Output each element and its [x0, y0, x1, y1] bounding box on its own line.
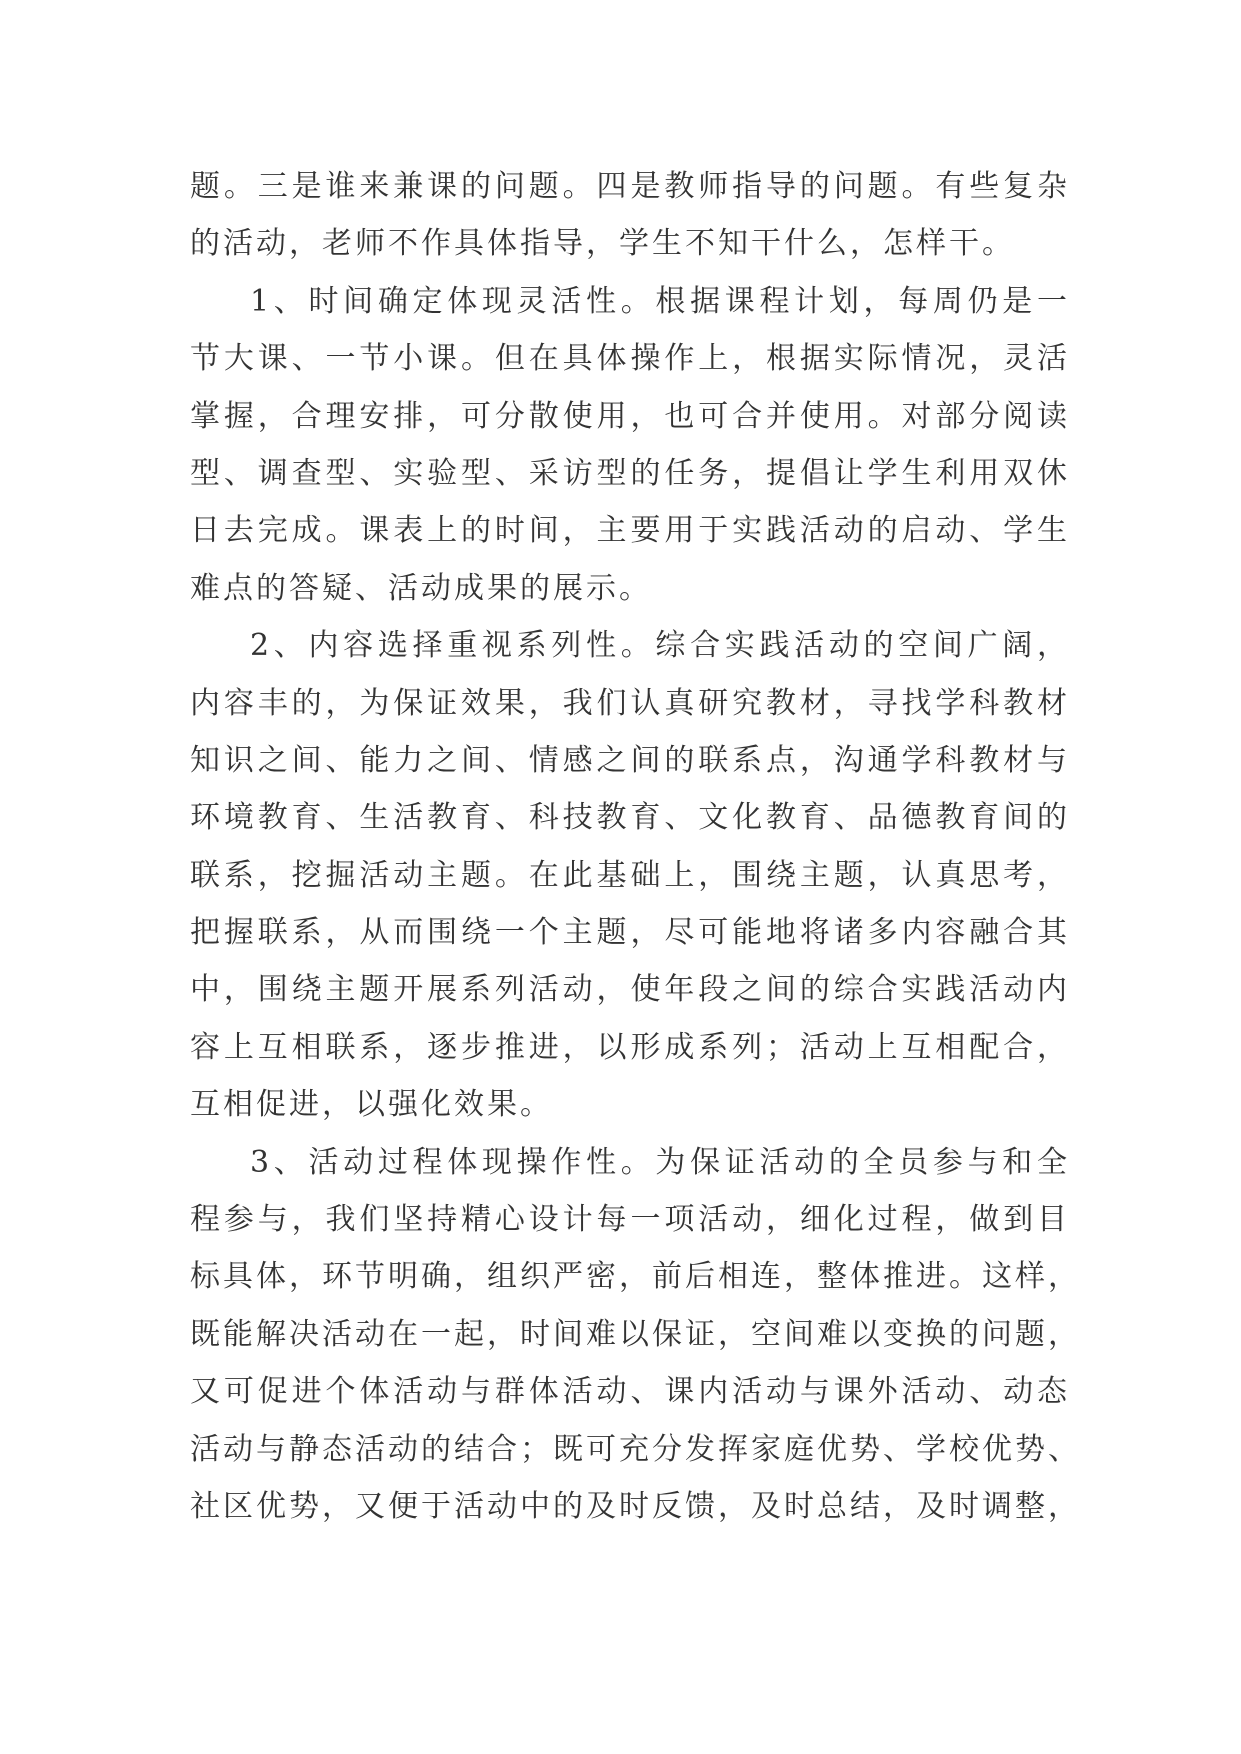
text-line: 既能解决活动在一起，时间难以保证，空间难以变换的问题，: [190, 1316, 1081, 1352]
body-text: [190, 158, 1081, 1535]
paragraph-process: [190, 1134, 1081, 1536]
text-line: 知识之间、能力之间、情感之间的联系点，沟通学科教材与: [190, 742, 1070, 778]
text-line: 把握联系，从而围绕一个主题，尽可能地将诸多内容融合其: [190, 915, 1070, 951]
text-line: 环境教育、生活教育、科技教育、文化教育、品德教育间的: [190, 800, 1070, 836]
text-line: 中，围绕主题开展系列活动，使年段之间的综合实践活动内: [190, 972, 1070, 1008]
text-line: 日去完成。课表上的时间，主要用于实践活动的启动、学生: [190, 513, 1070, 549]
text-line: 联系，挖掘活动主题。在此基础上，围绕主题，认真思考，: [190, 857, 1070, 893]
text-line: 节大课、一节小课。但在具体操作上，根据实际情况，灵活: [190, 341, 1070, 377]
text-line: 2、内容选择重视系列性。综合实践活动的空间广阔，: [250, 628, 1070, 664]
text-line: 题。三是谁来兼课的问题。四是教师指导的问题。有些复杂: [190, 169, 1070, 204]
text-line: 型、调查型、实验型、采访型的任务，提倡让学生利用双休: [190, 455, 1070, 491]
text-line: 3、活动过程体现操作性。为保证活动的全员参与和全: [250, 1144, 1070, 1180]
paragraph-continuation: [190, 158, 1070, 273]
paragraph-content: [190, 617, 1070, 1134]
text-line: 的活动，老师不作具体指导，学生不知干什么，怎样干。: [190, 226, 1015, 262]
text-line: 内容丰的，为保证效果，我们认真研究教材，寻找学科教材: [190, 685, 1070, 721]
text-line: 互相促进，以强化效果。: [190, 1087, 553, 1123]
text-line: 难点的答疑、活动成果的展示。: [190, 570, 652, 606]
text-line: 活动与静态活动的结合；既可充分发挥家庭优势、学校优势、: [190, 1431, 1081, 1467]
text-line: 程参与，我们坚持精心设计每一项活动，细化过程，做到目: [190, 1202, 1070, 1238]
text-line: 掌握，合理安排，可分散使用，也可合并使用。对部分阅读: [190, 398, 1070, 434]
text-line: 社区优势，又便于活动中的及时反馈，及时总结，及时调整，: [190, 1488, 1081, 1524]
text-line: 标具体，环节明确，组织严密，前后相连，整体推进。这样，: [190, 1259, 1081, 1295]
text-line: 又可促进个体活动与群体活动、课内活动与课外活动、动态: [190, 1374, 1070, 1410]
text-line: 容上互相联系，逐步推进，以形成系列；活动上互相配合，: [190, 1029, 1070, 1065]
text-line: 1、时间确定体现灵活性。根据课程计划，每周仍是一: [250, 283, 1070, 319]
paragraph-time: [190, 273, 1070, 617]
